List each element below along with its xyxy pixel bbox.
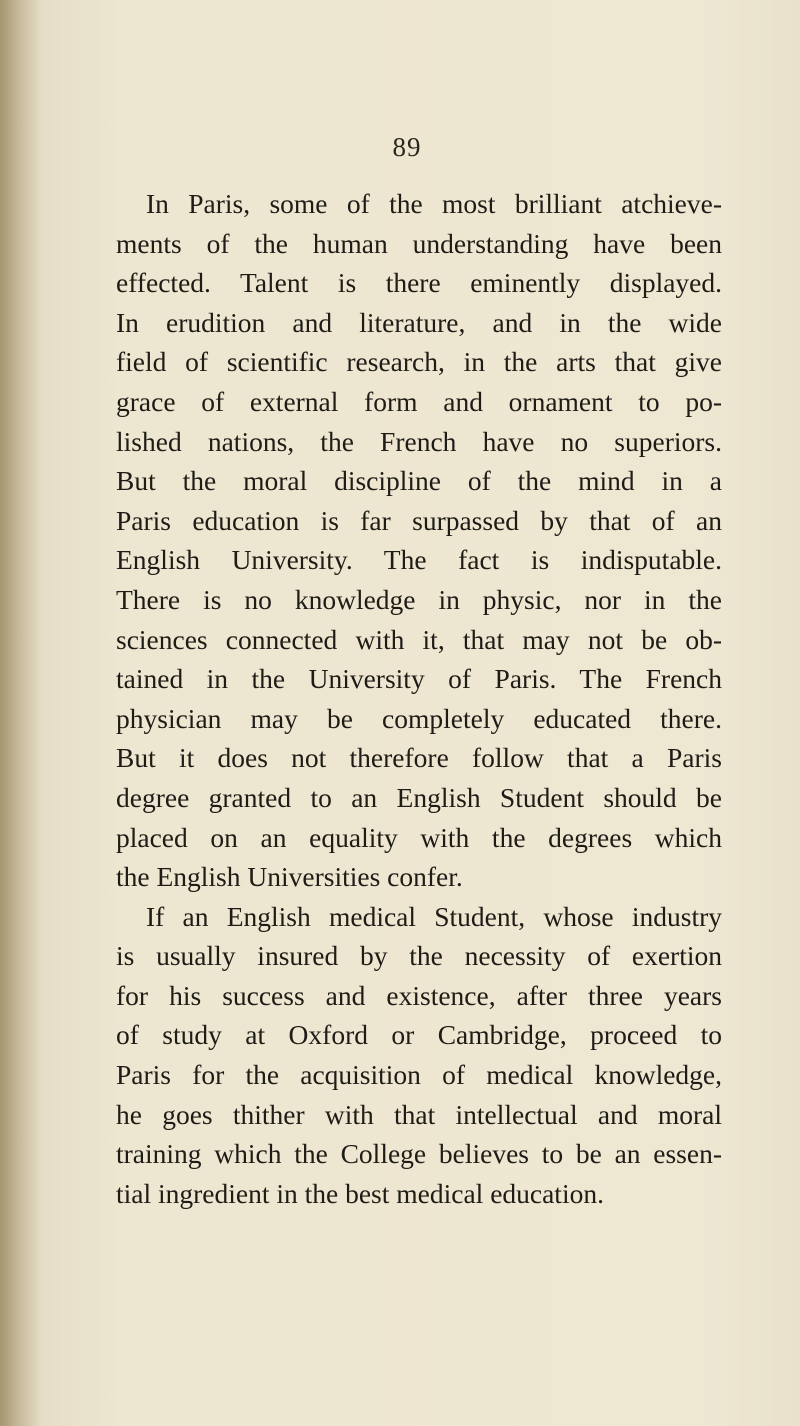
text-line: of study at Oxford or Cambridge, proceed to — [116, 1019, 722, 1051]
text-line: In erudition and literature, and in the wide — [116, 306, 722, 338]
text-line: Paris education is far surpassed by that of an — [116, 504, 722, 536]
text-line: But the moral discipline of the mind in a — [116, 465, 722, 497]
page-binding-shadow — [0, 0, 40, 1426]
text-line: English University. The fact is indisputable. — [116, 544, 722, 576]
text-line: degree granted to an English Student should be — [116, 781, 722, 813]
text-line: tained in the University of Paris. The French — [116, 663, 722, 695]
text-line: placed on an equality with the degrees which — [116, 821, 722, 853]
text-line: There is no knowledge in physic, nor in the — [116, 583, 722, 615]
text-line: field of scientific research, in the arts that give — [116, 346, 722, 378]
text-line: training which the College believes to be an essen- — [116, 1138, 722, 1170]
body-text — [116, 184, 722, 1213]
text-line: Paris for the acquisition of medical knowledge, — [116, 1059, 722, 1091]
text-line: lished nations, the French have no superiors. — [116, 425, 722, 457]
text-line: grace of external form and ornament to po- — [116, 385, 722, 417]
text-line: But it does not therefore follow that a Paris — [116, 742, 722, 774]
text-line: If an English medical Student, whose industry — [146, 900, 722, 932]
page-number: 89 — [392, 132, 422, 162]
text-line: the English Universities confer. — [116, 861, 463, 893]
text-line: for his success and existence, after three years — [116, 979, 722, 1011]
text-line: physician may be completely educated there. — [116, 702, 722, 734]
text-line: tial ingredient in the best medical education. — [116, 1177, 604, 1209]
text-line: In Paris, some of the most brilliant atchieve- — [146, 188, 722, 219]
text-line: effected. Talent is there eminently displayed. — [116, 267, 722, 299]
text-line: sciences connected with it, that may not be ob- — [116, 623, 722, 655]
text-line: is usually insured by the necessity of exertion — [116, 940, 722, 972]
text-line: ments of the human understanding have been — [116, 227, 722, 259]
text-line: he goes thither with that intellectual and moral — [116, 1098, 722, 1130]
